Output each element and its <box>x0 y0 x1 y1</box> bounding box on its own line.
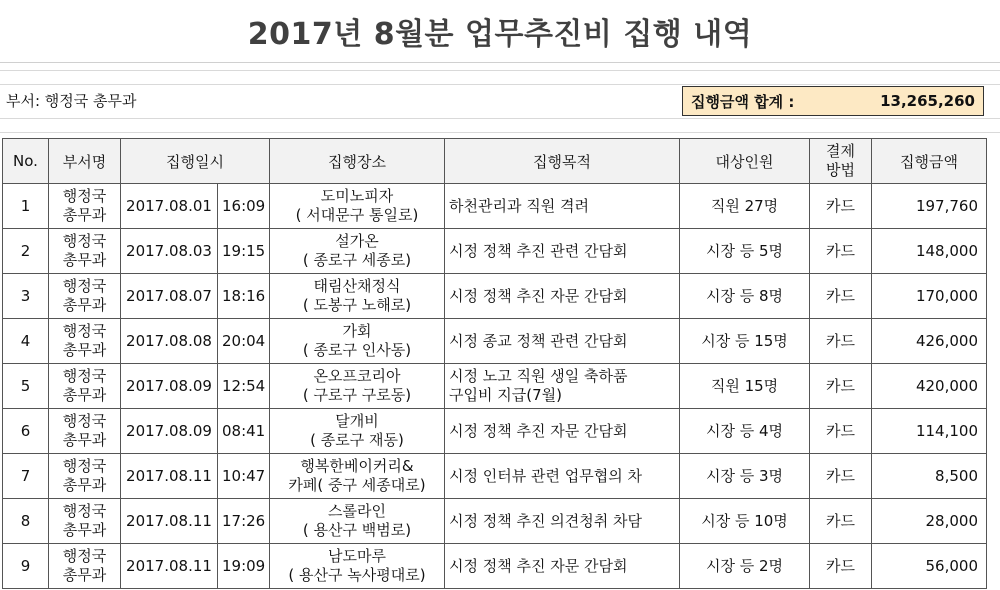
row-dept <box>49 499 121 544</box>
row-purpose-line1: 하천관리과 직원 격려 <box>449 196 589 215</box>
header-place: 집행장소 <box>270 139 445 184</box>
row-payment: 카드 <box>810 499 872 544</box>
row-place-line2: ( 종로구 인사동) <box>302 341 412 359</box>
row-no: 6 <box>3 409 49 454</box>
row-people: 시장 등 3명 <box>680 454 810 499</box>
row-payment: 카드 <box>810 229 872 274</box>
row-place-line2: 카페( 중구 세종대로) <box>288 476 426 494</box>
row-no: 7 <box>3 454 49 499</box>
row-people: 직원 15명 <box>680 364 810 409</box>
row-dept-line1: 행정국 <box>62 502 107 520</box>
row-place <box>270 409 445 454</box>
row-time: 20:04 <box>218 319 270 364</box>
row-dept-line2: 총무과 <box>62 566 107 584</box>
header-no: No. <box>3 139 49 184</box>
row-purpose-line1: 시정 노고 직원 생일 축하품 <box>449 367 628 385</box>
row-dept <box>49 274 121 319</box>
row-date: 2017.08.03 <box>121 229 218 274</box>
row-purpose <box>445 184 680 229</box>
row-date: 2017.08.09 <box>121 409 218 454</box>
row-place-line2: ( 종로구 세종로) <box>302 251 412 269</box>
row-dept <box>49 454 121 499</box>
row-purpose <box>445 229 680 274</box>
row-people: 시장 등 10명 <box>680 499 810 544</box>
table-row <box>3 544 987 589</box>
row-payment: 카드 <box>810 364 872 409</box>
row-no: 2 <box>3 229 49 274</box>
row-place-line1: 가회 <box>342 322 372 340</box>
total-amount-box <box>682 86 984 116</box>
row-dept-line1: 행정국 <box>62 412 107 430</box>
row-amount: 420,000 <box>872 364 987 409</box>
row-place-line1: 온오프코리아 <box>313 367 401 385</box>
grid-line <box>0 84 1000 85</box>
row-payment: 카드 <box>810 274 872 319</box>
row-no: 5 <box>3 364 49 409</box>
row-purpose-line1: 시정 종교 정책 관련 간담회 <box>449 331 628 350</box>
row-purpose-line1: 시정 정책 추진 자문 간담회 <box>449 286 628 305</box>
header-payment-line1: 결제 <box>826 142 855 160</box>
row-dept <box>49 409 121 454</box>
row-payment: 카드 <box>810 409 872 454</box>
row-people: 시장 등 4명 <box>680 409 810 454</box>
row-dept <box>49 544 121 589</box>
row-people: 시장 등 15명 <box>680 319 810 364</box>
row-time: 19:09 <box>218 544 270 589</box>
row-dept-line1: 행정국 <box>62 232 107 250</box>
row-time: 17:26 <box>218 499 270 544</box>
expense-table <box>2 138 987 589</box>
header-dept: 부서명 <box>49 139 121 184</box>
row-place <box>270 184 445 229</box>
grid-line <box>0 118 1000 119</box>
header-people: 대상인원 <box>680 139 810 184</box>
row-people: 시장 등 8명 <box>680 274 810 319</box>
row-dept <box>49 229 121 274</box>
table-row <box>3 409 987 454</box>
row-time: 10:47 <box>218 454 270 499</box>
row-time: 18:16 <box>218 274 270 319</box>
header-amount: 집행금액 <box>872 139 987 184</box>
row-purpose-line1: 시정 정책 추진 의견청취 차담 <box>449 511 642 530</box>
row-people: 시장 등 5명 <box>680 229 810 274</box>
row-place-line2: ( 용산구 백범로) <box>302 521 412 539</box>
row-date: 2017.08.11 <box>121 499 218 544</box>
row-amount: 8,500 <box>872 454 987 499</box>
row-dept-line1: 행정국 <box>62 322 107 340</box>
table-row <box>3 229 987 274</box>
row-dept-line2: 총무과 <box>62 431 107 449</box>
row-dept <box>49 184 121 229</box>
table-row <box>3 499 987 544</box>
row-purpose <box>445 499 680 544</box>
row-dept <box>49 319 121 364</box>
row-dept <box>49 364 121 409</box>
table-row <box>3 454 987 499</box>
header-payment-line2: 방법 <box>826 161 855 179</box>
row-place-line1: 설가온 <box>335 232 379 250</box>
row-purpose <box>445 319 680 364</box>
row-place-line2: ( 구로구 구로동) <box>302 386 412 404</box>
row-purpose <box>445 364 680 409</box>
row-dept-line2: 총무과 <box>62 296 107 314</box>
row-purpose <box>445 409 680 454</box>
row-people: 직원 27명 <box>680 184 810 229</box>
table-header-row <box>3 139 987 184</box>
row-place <box>270 454 445 499</box>
row-place-line2: ( 용산구 녹사평대로) <box>288 566 426 584</box>
table-row <box>3 364 987 409</box>
table-row <box>3 274 987 319</box>
row-place <box>270 364 445 409</box>
row-dept-line2: 총무과 <box>62 521 107 539</box>
row-dept-line2: 총무과 <box>62 206 107 224</box>
row-no: 1 <box>3 184 49 229</box>
row-dept-line2: 총무과 <box>62 341 107 359</box>
row-amount: 197,760 <box>872 184 987 229</box>
header-purpose: 집행목적 <box>445 139 680 184</box>
row-payment: 카드 <box>810 184 872 229</box>
row-no: 9 <box>3 544 49 589</box>
row-purpose <box>445 454 680 499</box>
row-purpose <box>445 544 680 589</box>
total-label: 집행금액 합계 : <box>691 92 795 111</box>
table-row <box>3 319 987 364</box>
row-place-line1: 달개비 <box>335 412 379 430</box>
row-dept-line1: 행정국 <box>62 277 107 295</box>
row-purpose-line1: 시정 정책 추진 자문 간담회 <box>449 556 628 575</box>
row-date: 2017.08.08 <box>121 319 218 364</box>
page-title: 2017년 8월분 업무추진비 집행 내역 <box>0 0 1000 63</box>
row-purpose <box>445 274 680 319</box>
header-datetime: 집행일시 <box>121 139 270 184</box>
department-label: 부서: 행정국 총무과 <box>6 92 137 110</box>
row-place-line1: 도미노피자 <box>320 187 394 205</box>
row-place <box>270 499 445 544</box>
row-place <box>270 274 445 319</box>
row-purpose-line1: 시정 정책 추진 자문 간담회 <box>449 421 628 440</box>
row-payment: 카드 <box>810 319 872 364</box>
row-date: 2017.08.01 <box>121 184 218 229</box>
row-place-line1: 스롤라인 <box>328 502 386 520</box>
row-place <box>270 319 445 364</box>
row-time: 19:15 <box>218 229 270 274</box>
row-dept-line1: 행정국 <box>62 457 107 475</box>
row-place <box>270 544 445 589</box>
row-place-line2: ( 도봉구 노해로) <box>302 296 412 314</box>
row-place-line1: 남도마루 <box>328 547 386 565</box>
row-payment: 카드 <box>810 454 872 499</box>
row-purpose-line1: 시정 정책 추진 관련 간담회 <box>449 241 628 260</box>
row-payment: 카드 <box>810 544 872 589</box>
row-dept-line2: 총무과 <box>62 386 107 404</box>
row-time: 16:09 <box>218 184 270 229</box>
row-purpose-line1: 시정 인터뷰 관련 업무협의 차 <box>449 466 642 485</box>
row-amount: 426,000 <box>872 319 987 364</box>
row-dept-line1: 행정국 <box>62 367 107 385</box>
row-dept-line2: 총무과 <box>62 251 107 269</box>
row-no: 8 <box>3 499 49 544</box>
row-date: 2017.08.11 <box>121 544 218 589</box>
row-amount: 148,000 <box>872 229 987 274</box>
row-dept-line1: 행정국 <box>62 187 107 205</box>
row-date: 2017.08.07 <box>121 274 218 319</box>
row-amount: 170,000 <box>872 274 987 319</box>
row-amount: 28,000 <box>872 499 987 544</box>
header-payment <box>810 139 872 184</box>
row-dept-line2: 총무과 <box>62 476 107 494</box>
row-time: 08:41 <box>218 409 270 454</box>
row-no: 4 <box>3 319 49 364</box>
table-row <box>3 184 987 229</box>
row-people: 시장 등 2명 <box>680 544 810 589</box>
total-value: 13,265,260 <box>880 92 975 110</box>
row-place-line1: 태림산채정식 <box>313 277 401 295</box>
row-place <box>270 229 445 274</box>
grid-line <box>0 70 1000 71</box>
row-purpose-line2: 구입비 지급(7월) <box>449 386 562 404</box>
row-place-line2: ( 서대문구 통일로) <box>295 206 419 224</box>
row-date: 2017.08.09 <box>121 364 218 409</box>
row-time: 12:54 <box>218 364 270 409</box>
row-amount: 114,100 <box>872 409 987 454</box>
grid-line <box>0 132 1000 133</box>
row-place-line1: 행복한베이커리& <box>300 457 414 475</box>
row-date: 2017.08.11 <box>121 454 218 499</box>
row-amount: 56,000 <box>872 544 987 589</box>
row-place-line2: ( 종로구 재동) <box>310 431 404 449</box>
row-dept-line1: 행정국 <box>62 547 107 565</box>
row-no: 3 <box>3 274 49 319</box>
